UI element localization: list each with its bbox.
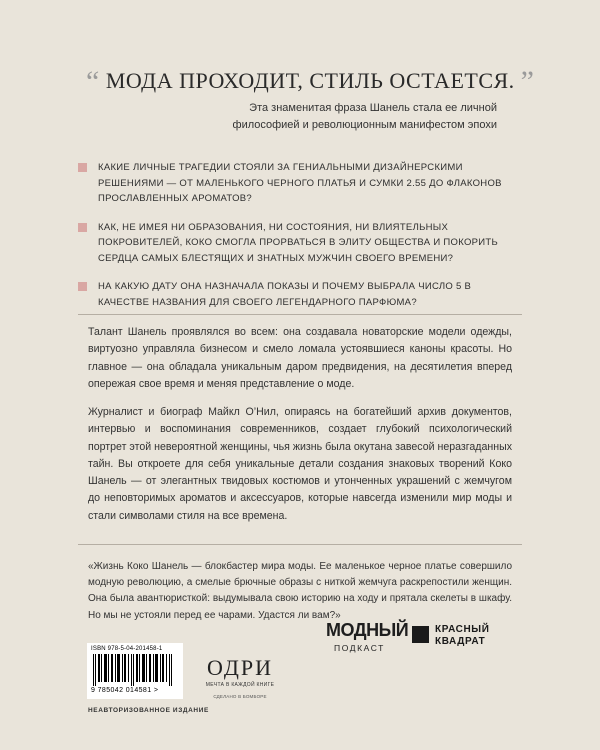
publisher-name-line: КРАСНЫЙ — [435, 624, 490, 635]
publisher-logo — [412, 622, 512, 652]
podcast-title: МОДНЫЙ — [326, 620, 409, 640]
question-text: КАК, НЕ ИМЕЯ НИ ОБРАЗОВАНИЯ, НИ СОСТОЯНИЯ, НИ ВЛИЯТЕЛЬНЫХ ПОКРОВИТЕЛЕЙ, КОКО СМОГЛА ПРОРВАТЬСЯ В ЭЛИТУ ОБЩЕСТВА И ПОКОРИТЬ СЕРДЦА САМЫХ БЛЕСТЯЩИХ И ЗНАТНЫХ МУЖЧИН СВОЕГО ВРЕМЕНИ? — [98, 221, 499, 264]
question-item — [78, 279, 518, 310]
imprint-subline: СДЕЛАНО В БОМБОРЕ — [213, 694, 267, 699]
barcode-bars-icon — [91, 654, 179, 686]
quote-caption-line: Эта знаменитая фраза Шанель стала ее личной — [249, 102, 497, 114]
headline-quote-text: МОДА ПРОХОДИТ, СТИЛЬ ОСТАЕТСЯ. — [105, 68, 515, 93]
question-item — [78, 220, 518, 267]
podcast-subtitle: ПОДКАСТ — [334, 643, 385, 653]
isbn-barcode — [87, 643, 183, 699]
question-text: НА КАКУЮ ДАТУ ОНА НАЗНАЧАЛА ПОКАЗЫ И ПОЧЕМУ ВЫБРАЛА ЧИСЛО 5 В КАЧЕСТВЕ НАЗВАНИЯ ДЛЯ СВОЕГО ЛЕГЕНДАРНОГО ПАРФЮМА? — [98, 281, 472, 308]
quote-caption-line: философией и революционным манифестом эпохи — [232, 119, 497, 131]
black-square-icon — [412, 626, 429, 643]
question-list — [78, 160, 518, 323]
question-text: КАКИЕ ЛИЧНЫЕ ТРАГЕДИИ СТОЯЛИ ЗА ГЕНИАЛЬНЫМИ ДИЗАЙНЕРСКИМИ РЕШЕНИЯМИ — ОТ МАЛЕНЬКОГО ЧЕРНОГО ПЛАТЬЯ И СУМКИ 2.55 ДО ФЛАКОНОВ ПРОСЛАВЛЕННЫХ АРОМАТОВ? — [98, 162, 502, 204]
divider-top — [78, 314, 522, 315]
question-item — [78, 160, 518, 207]
review-quote: «Жизнь Коко Шанель — блокбастер мира моды. Ее маленькое черное платье совершило модную революцию, а смелые брючные образы с ниткой жемчуга раскрепостили женщин. Она была авантюристкой: выдумывала свою историю на ходу и прятала скелеты в шкафу. Но мы не устояли перед ее чарами. Удастся ли вам?» — [88, 561, 512, 621]
square-bullet-icon — [78, 223, 87, 232]
isbn-label: ISBN 978-5-04-201458-1 — [91, 646, 163, 652]
description-paragraph-1: Талант Шанель проявлялся во всем: она создавала новаторские модели одежды, виртуозно управляла бизнесом и смело ломала устоявшиеся каноны красоты. Но главное — она обладала уникальным даром предвидения, на десятилетия вперед опережая свое время и меняя представление о моде. — [88, 326, 512, 390]
publisher-name — [435, 624, 490, 647]
imprint-tagline: МЕЧТА В КАЖДОЙ КНИГЕ — [205, 682, 275, 688]
imprint-name: ОДРИ — [207, 655, 273, 680]
close-quote-mark: ” — [520, 65, 535, 98]
description-paragraph-2: Журналист и биограф Майкл О’Нил, опираясь на богатейший архив документов, интервью и воспоминания современников, создает глубокий психологический портрет этой невероятной женщины, чья жизнь была окутана завесой неразгаданных тайн. Вы откроете для себя уникальные детали создания знаковых творений Коко Шанель — от элегантных твидовых костюмов и утонченных украшений с жемчугом до неповторимых ароматов и аксессуаров, которые навсегда изменили мир моды и стали символами стиля на все времена. — [88, 406, 512, 522]
barcode-number: 9 785042 014581 > — [91, 687, 159, 694]
podcast-logo — [326, 620, 409, 653]
imprint-logo — [205, 655, 275, 699]
square-bullet-icon — [78, 163, 87, 172]
open-quote-mark: “ — [86, 65, 100, 98]
unauthorized-edition-note: НЕАВТОРИЗОВАННОЕ ИЗДАНИЕ — [88, 707, 209, 714]
divider-bottom — [78, 544, 522, 545]
headline-quote — [86, 62, 535, 98]
square-bullet-icon — [78, 282, 87, 291]
publisher-name-line: КВАДРАТ — [435, 635, 486, 647]
quote-caption — [197, 100, 497, 134]
